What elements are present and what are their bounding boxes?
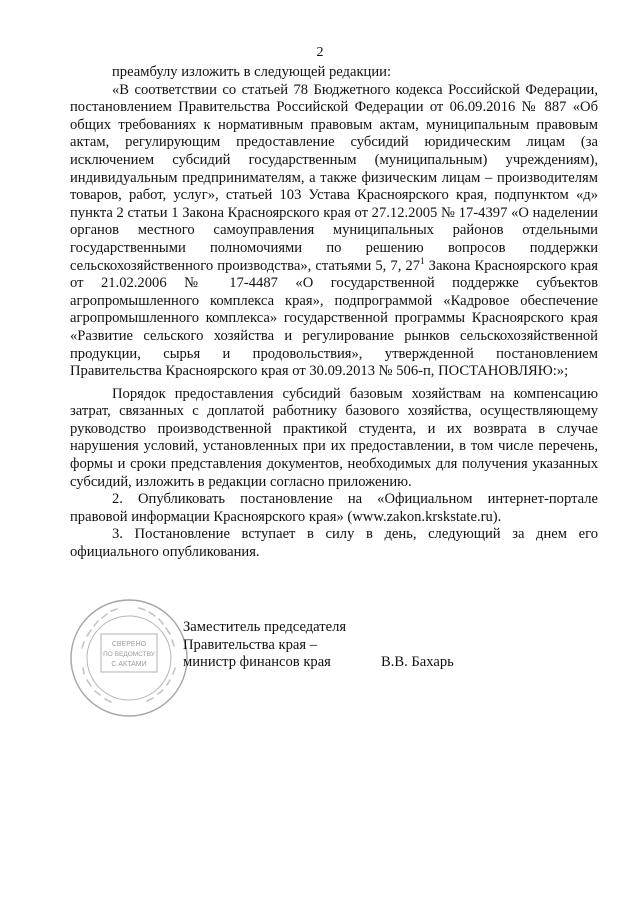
signatory-title-line-2: Правительства края –: [183, 636, 318, 653]
paragraph-preamble-text: [70, 82, 598, 381]
signatory-title-line-1: Заместитель председателя: [183, 619, 347, 635]
signature-block: [183, 619, 346, 672]
paragraph-procedure: Порядок предоставления субсидий базовым хозяйствам на компенсацию затрат, связанных с доплатой работнику базового хозяйства, осуществляющему руководство производственной практикой студента, и их возврата в случае нарушения условий, установленных при их предоставлении, в том числе перечень, формы и сроки представления документов, необходимых для получения указанных субсидий, изложить в редакции согласно приложению.: [70, 385, 598, 490]
paragraph-item-2: 2. Опубликовать постановление на «Официальном интернет-портале правовой информации Красноярского края» (www.zakon.krskstate.ru).: [70, 491, 598, 525]
page-number: 2: [316, 45, 324, 60]
superscript-marker: 1: [420, 255, 425, 266]
preamble-text-part2: Закона Красноярского края от 21.02.2006 № 17-4487 «О государственной поддержке субъектов агропромышленного комплекса края», подпрограммой «Кадровое обеспечение агропромышленного комплекса» государственной программы Красноярского края «Развитие сельского хозяйства и регулирование рынков сельскохозяйственной продукции, сырья и продовольствия», утвержденной постановлением Правительства Красноярского края от 30.09.2013 № 506-п, ПОСТАНОВЛЯЮ:»;: [70, 257, 598, 380]
document-body: [70, 64, 598, 562]
preamble-text-part1: «В соответствии со статьей 78 Бюджетного кодекса Российской Федерации, постановлением Правительства Российской Федерации от 06.09.2016 № 887 «Об общих требованиях к нормативным правовым актам, муниципальным правовым актам, регулирующим предоставление субсидий юридическим лицам (за исключением субсидий государственным (муниципальным) учреждениям), индивидуальным предпринимателям, а также физическим лицам – производителям товаров, работ, услуг», статьей 103 Устава Красноярского края, подпунктом «д» пункта 2 статьи 1 Закона Красноярского края от 27.12.2005 № 17-4397 «О наделении органов местного самоуправления муниципальных районов отдельными государственными полномочиями по решению вопросов поддержки сельскохозяйственного производства», статьями 5, 7, 27: [70, 81, 598, 274]
signatory-title-line-3: министр финансов края: [183, 654, 331, 671]
signatory-name: В.В. Бахарь: [381, 654, 454, 670]
stamp-line-1: СВЕРЕНО: [111, 641, 147, 648]
official-seal-stamp: [67, 596, 191, 720]
paragraph-item-3: 3. Постановление вступает в силу в день, следующий за днем его официального опубликования.: [70, 526, 598, 561]
stamp-line-2: ПО ВЕДОМСТВУ: [103, 651, 155, 658]
stamp-line-3: С АКТАМИ: [111, 661, 147, 668]
paragraph-preamble-intro: преамбулу изложить в следующей редакции:: [112, 64, 392, 80]
